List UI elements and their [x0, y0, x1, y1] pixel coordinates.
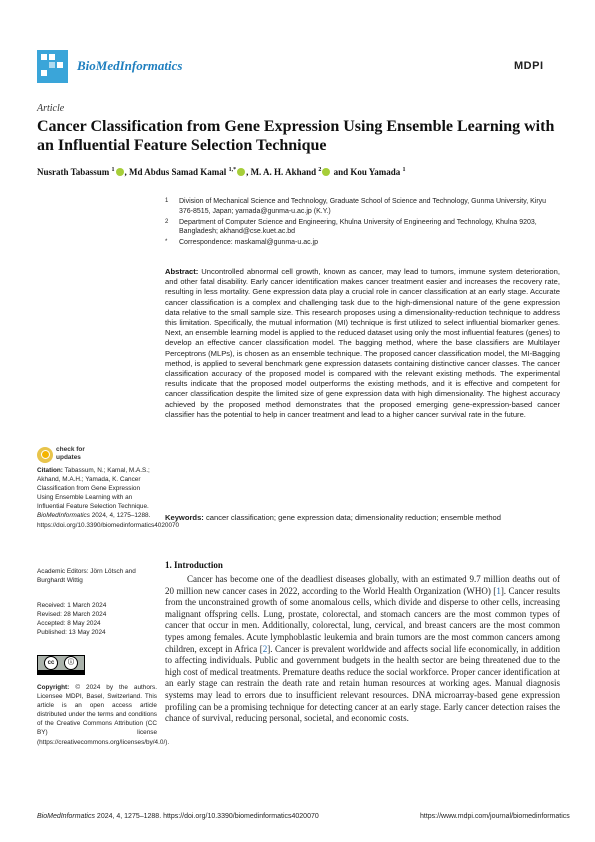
reference-link[interactable]: 1 [496, 585, 501, 596]
author-name: Kou Yamada [350, 167, 403, 177]
citation-doi[interactable]: 2024, 4, 1275–1288. https://doi.org/10.3390/biomedinformatics4020070 [37, 512, 180, 529]
author-name: Md Abdus Samad Kamal [129, 167, 229, 177]
affiliation-text: Department of Computer Science and Engineering, Khulna University of Engineering and Technology, Khulna 9203, Bangladesh; akhand@cse.kuet.ac.bd [179, 218, 537, 235]
academic-editors: Academic Editors: Jörn Lötsch and Burghardt Wittig [37, 568, 136, 585]
author-name: M. A. H. Akhand [250, 167, 319, 177]
publication-dates [37, 601, 157, 637]
author-affiliation-sup: 1 [111, 167, 115, 173]
affiliation-number: 2 [165, 218, 169, 225]
orcid-icon[interactable] [237, 168, 245, 176]
intro-text: Cancer has become one of the deadliest diseases globally, with an estimated 9.7 million deaths out of 20 million new cancer cases in 2022, according to the World Health Organization (WHO) [ [165, 574, 560, 596]
author-affiliation-sup: 2 [318, 167, 322, 173]
footer-citation [37, 813, 319, 820]
author-separator: and [331, 167, 351, 177]
check-updates-line2: updates [56, 454, 81, 461]
date-line: Published: 13 May 2024 [37, 629, 106, 637]
mdpi-logo-icon[interactable] [514, 56, 558, 78]
by-circle: ⓘ [64, 656, 78, 670]
keywords-text: cancer classification; gene expression data; dimensionality reduction; ensemble method [205, 513, 502, 522]
section-heading-introduction: 1. Introduction [165, 560, 223, 570]
footer-url[interactable]: https://www.mdpi.com/journal/biomedinformatics [420, 813, 570, 820]
date-line: Revised: 28 March 2024 [37, 611, 107, 619]
abstract-text: Uncontrolled abnormal cell growth, known as cancer, may lead to tumors, immune system deterioration, and other fatal disability. Early cancer identification makes cancer treatment easier and increases the recovery rate, resulting in less mortality. Gene expression data play a crucial role in cancer classification at an early stage. Accurate cancer classification is a complex and challenging task due to the high-dimensional nature of the gene expression data relative to the small sample size. This research proposes using a dimensionality-reduction technique to address this limitation. Specifically, the mutual information (MI) technique is first utilized to select influential biomarker genes. Next, an ensemble learning model is applied to the reduced dataset using only the most influential features (genes) to develop an effective cancer classification model. The bagging method, where the base classifiers are Multilayer Perceptrons (MLPs), is chosen as an ensemble technique. The proposed cancer classification model, the MI-Bagging method, is applied to several benchmark gene expression datasets containing distinctive cancer classes. The cancer classification accuracy of the proposed model is compared with the relevant existing methods. The experimental results indicate that the proposed model outperforms the existing methods, and it is effective and competent for cancer classification despite the limited size of gene expression data with high dimensionality. The highest accuracy achieved by the proposed method demonstrates that the proposed emerging gene-expression-based cancer classifier has the potential to help in cancer treatment and lead to a higher cancer survival rate in the future. [165, 267, 560, 419]
affiliation-item [165, 218, 560, 237]
intro-text: ]. Cancer results from the unconstrained growth of some anomalous cells, which divide and disperse to other cells, increasing malignant offspring cells. Lung, prostate, colorectal, and stomach cancers are the most common types of cancer that occur in men. Additionally, colorectal, lung, cervical, and breast cancers are the most common types among females. Acute lymphoblastic leukemia and brain tumors are the most common cancers among children, except in Africa [ [165, 585, 560, 654]
cc-by-license-icon[interactable] [37, 655, 83, 675]
abstract [165, 267, 560, 420]
copyright-label: Copyright: [37, 684, 70, 691]
author-affiliation-sup: 1,* [228, 167, 237, 173]
affiliation-number: 1 [165, 198, 169, 204]
author-affiliation-sup: 1 [402, 167, 406, 173]
keywords [165, 513, 560, 523]
affiliation-text: Division of Mechanical Science and Technology, Graduate School of Science and Technology, Gunma University, Kiryu 376-8515, Japan; yamada@gunma-u.ac.jp (K.Y.) [179, 198, 547, 215]
citation-text: Tabassum, N.; Kamal, M.A.S.; Akhand, M.A.H.; Yamada, K. Cancer Classification from Gene Expression Using Ensemble Learning with an Influential Feature Selection Technique. [37, 467, 150, 511]
mdpi-logo-text: MDPI [514, 60, 544, 72]
affiliations [165, 197, 560, 249]
date-line: Received: 1 March 2024 [37, 602, 107, 609]
affiliation-item [165, 238, 560, 248]
orcid-icon[interactable] [322, 168, 330, 176]
citation-journal: BioMedInformatics [37, 512, 90, 520]
check-updates-line1: check for [56, 446, 85, 453]
keywords-label: Keywords: [165, 513, 204, 522]
article-type: Article [37, 103, 65, 114]
author-name: Nusrath Tabassum [37, 167, 112, 177]
author-separator: , [246, 167, 251, 177]
author-separator: , [124, 167, 130, 177]
date-line: Accepted: 8 May 2024 [37, 620, 101, 628]
citation-block [37, 466, 180, 530]
introduction-paragraph [165, 574, 560, 725]
check-for-updates-icon [37, 447, 53, 463]
footer-journal: BioMedInformatics [37, 813, 95, 820]
intro-text: ]. Cancer is prevalent worldwide and affects social life economically, in addition to affecting individuals. Public and government budgets in the health sector are being threatened due to the high cost of medical treatments. Premature deaths reduce the social workforce. Proper cancer identification at an early stage can restrain the death rate and retain human resources at working ages. Manual diagnosis systems may lead to errors due to insufficient relevant resources. DNA microarray-based gene expression profiling can be a promising technique for detecting cancer at an early stage. Early cancer detection raises the chance of survival, reducing personal, societal, and economic costs. [165, 643, 560, 724]
copyright-text: © 2024 by the authors. Licensee MDPI, Basel, Switzerland. This article is an open access article distributed under the terms and conditions of the Creative Commons Attribution (CC BY) license (https://creativecommons.org/licenses/by/4.0/). [37, 684, 170, 746]
reference-link[interactable]: 2 [262, 643, 268, 654]
article-title: Cancer Classification from Gene Expression Using Ensemble Learning with an Influential Feature Selection Technique [37, 118, 555, 154]
copyright-notice [37, 683, 170, 747]
journal-logo-icon [37, 50, 68, 83]
check-for-updates-button[interactable] [37, 446, 97, 466]
affiliation-text: Correspondence: maskamal@gunma-u.ac.jp [179, 239, 319, 246]
footer-citation-text[interactable]: 2024, 4, 1275–1288. https://doi.org/10.3390/biomedinformatics4020070 [96, 813, 319, 820]
abstract-label: Abstract: [165, 267, 199, 276]
affiliation-number: * [165, 239, 168, 245]
affiliation-item [165, 197, 560, 216]
orcid-icon[interactable] [116, 168, 124, 176]
citation-label: Citation: [37, 467, 63, 474]
journal-name[interactable]: BioMedInformatics [77, 58, 183, 73]
cc-circle: cc [44, 656, 58, 670]
author-list [37, 167, 406, 177]
